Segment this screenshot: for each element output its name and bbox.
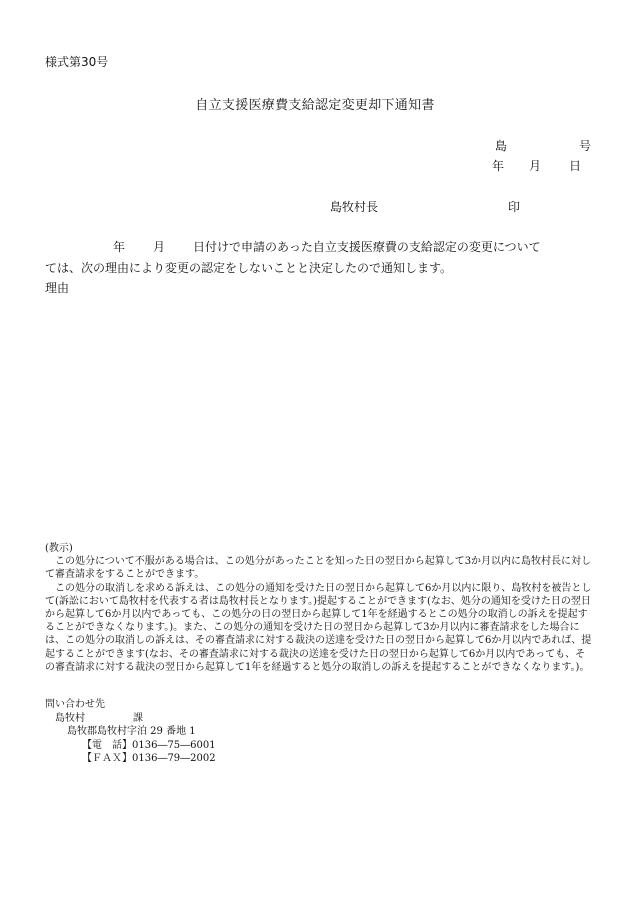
contact-village: 島牧村 bbox=[55, 712, 85, 724]
document-number bbox=[495, 137, 591, 154]
date-day: 日 bbox=[569, 159, 582, 173]
contact-block bbox=[45, 698, 216, 766]
fax-label: 【ＦＡＸ】 bbox=[82, 753, 132, 764]
notice-heading: (教示) bbox=[45, 543, 73, 554]
date-month: 月 bbox=[529, 159, 542, 173]
number-prefix: 島 bbox=[495, 139, 508, 153]
contact-tel bbox=[45, 739, 216, 753]
issue-date bbox=[492, 157, 581, 174]
date-year: 年 bbox=[492, 159, 505, 173]
contact-address: 島牧郡島牧村字泊 29 番地 1 bbox=[67, 726, 196, 737]
notification-body bbox=[45, 237, 593, 279]
issuer-name: 島牧村長 bbox=[330, 200, 379, 214]
tel-label: 【電 話】 bbox=[82, 739, 132, 751]
seal-mark: 印 bbox=[508, 200, 521, 214]
contact-department bbox=[45, 712, 216, 726]
body-month: 月 bbox=[153, 240, 166, 254]
document-title: 自立支援医療費支給認定変更却下通知書 bbox=[195, 98, 435, 113]
body-year: 年 bbox=[113, 240, 126, 254]
body-text-line2: ては、次の理由により変更の認定をしないことと決定したので通知します。 bbox=[45, 261, 453, 275]
body-text-line1: 日付けで申請のあった自立支援医療費の支給認定の変更について bbox=[193, 240, 541, 254]
tel-number: 0136―75―6001 bbox=[132, 739, 216, 751]
notice-paragraph-2: この処分の取消しを求める訴えは、この処分の通知を受けた日の翌日から起算して6か月以内に限り、島牧村を被告として(訴訟において島牧村を代表する者は島牧村長となります。)提起することができます(なお、処分の通知を受けた日の翌日から起算して6か月以内であっても、この処分の日の翌日から起算して1年を経過するとこの処分の取消しの訴えを提起することができなくなります。)。また、この処分の通知を受けた日の翌日から起算して3か月以内に審査請求をした場合には、この処分の取消しの訴えは、その審査請求に対する裁決の送達を受けた日の翌日から起算して6か月以内であれば、提起することができます(なお、その審査請求に対する裁決の送達を受けた日の翌日から起算して6か月以内であっても、その審査請求に対する裁決の翌日から起算して1年を経過すると処分の取消しの訴えを提起することができなくなります。)。 bbox=[45, 582, 592, 673]
reason-label: 理由 bbox=[45, 281, 70, 295]
number-suffix: 号 bbox=[579, 139, 592, 153]
contact-section: 課 bbox=[133, 712, 143, 724]
appeal-notice bbox=[45, 542, 595, 674]
fax-number: 0136―79―2002 bbox=[132, 753, 216, 764]
contact-fax bbox=[45, 752, 216, 766]
issuer-line bbox=[330, 198, 520, 215]
contact-heading: 問い合わせ先 bbox=[45, 699, 105, 710]
notice-paragraph-1: この処分について不服がある場合は、この処分があったことを知った日の翌日から起算して3か月以内に島牧村長に対して審査請求をすることができます。 bbox=[45, 556, 592, 581]
form-number: 様式第30号 bbox=[45, 55, 109, 69]
